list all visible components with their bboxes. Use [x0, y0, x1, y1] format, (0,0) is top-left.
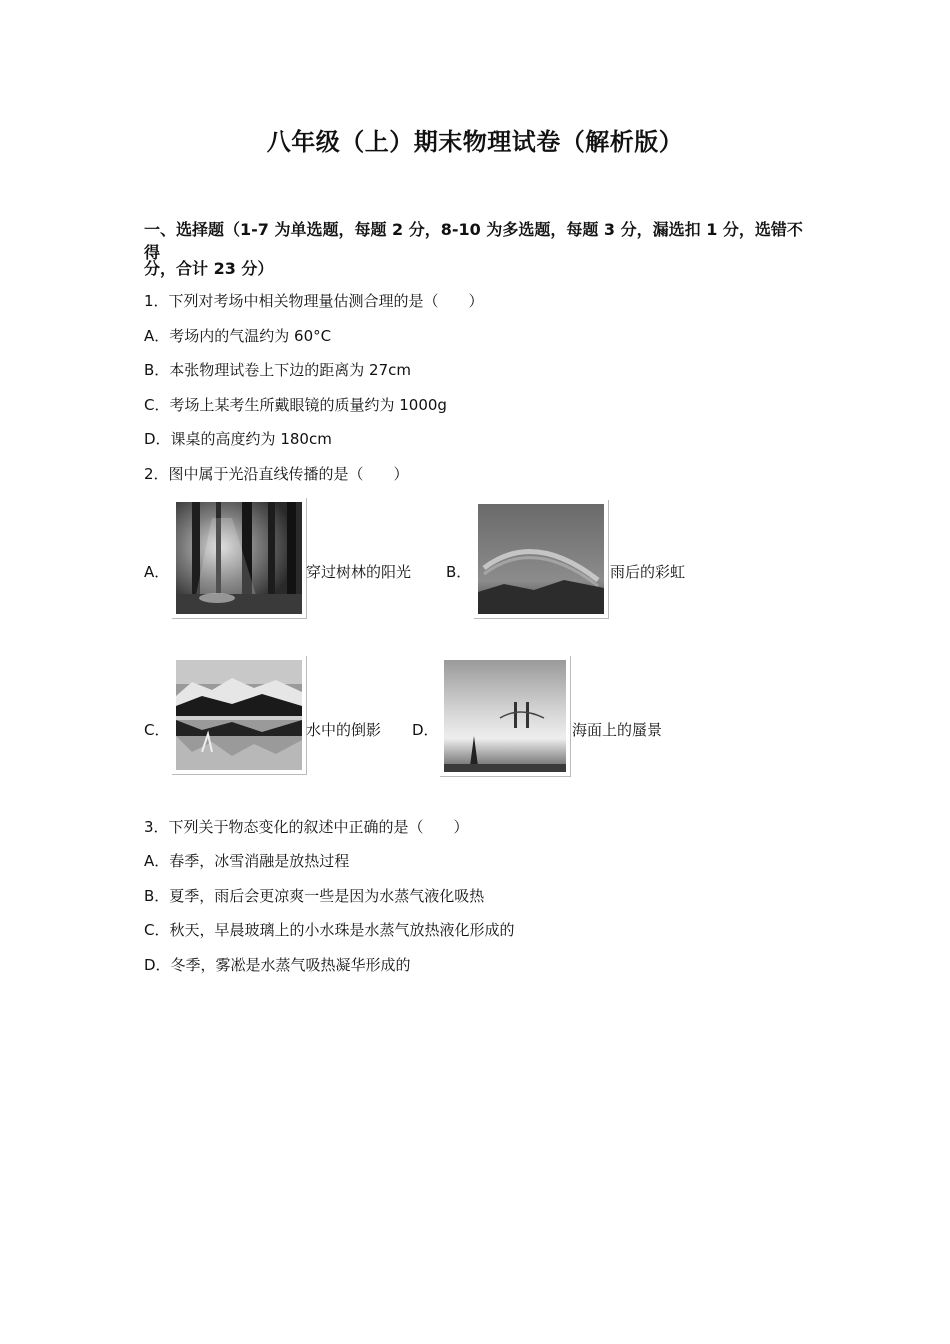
sea-mirage-image — [440, 656, 571, 777]
question-2-option-d-letter: D． — [412, 721, 439, 739]
question-2-option-b-caption: 雨后的彩虹 — [610, 563, 686, 581]
question-1-option-c: C．考场上某考生所戴眼镜的质量约为 1000g — [144, 396, 447, 414]
question-2-option-d-caption: 海面上的蜃景 — [572, 721, 663, 739]
question-2-option-c-letter: C． — [144, 721, 170, 739]
section-heading-line2: 分，合计 23 分） — [144, 259, 274, 278]
rainbow-image — [474, 500, 609, 619]
question-2-option-c-caption: 水中的倒影 — [306, 721, 382, 739]
question-3-option-a: A．春季，冰雪消融是放热过程 — [144, 852, 350, 870]
page-title: 八年级（上）期末物理试卷（解析版） — [266, 128, 684, 156]
section-heading-line1: 一、选择题（1-7 为单选题，每题 2 分，8-10 为多选题，每题 3 分，漏选扣 1 分，选错不得 — [144, 220, 803, 262]
question-1-option-a: A．考场内的气温约为 60°C — [144, 327, 332, 345]
lake-reflection-image — [172, 656, 307, 775]
question-3-option-c: C．秋天，早晨玻璃上的小水珠是水蒸气放热液化形成的 — [144, 921, 515, 939]
question-2-stem: 2．图中属于光沿直线传播的是（ ） — [144, 465, 409, 483]
question-1-stem: 1．下列对考场中相关物理量估测合理的是（ ） — [144, 292, 484, 310]
question-1-option-d: D．课桌的高度约为 180cm — [144, 430, 332, 448]
question-1-option-b: B．本张物理试卷上下边的距离为 27cm — [144, 361, 412, 379]
question-2-option-a-letter: A． — [144, 563, 170, 581]
question-3-option-d: D．冬季，雾凇是水蒸气吸热凝华形成的 — [144, 956, 411, 974]
question-3-option-b: B．夏季，雨后会更凉爽一些是因为水蒸气液化吸热 — [144, 887, 485, 905]
question-2-option-a-caption: 穿过树林的阳光 — [306, 563, 412, 581]
forest-sunlight-image — [172, 498, 307, 619]
question-3-stem: 3．下列关于物态变化的叙述中正确的是（ ） — [144, 818, 469, 836]
question-2-option-b-letter: B． — [446, 563, 472, 581]
